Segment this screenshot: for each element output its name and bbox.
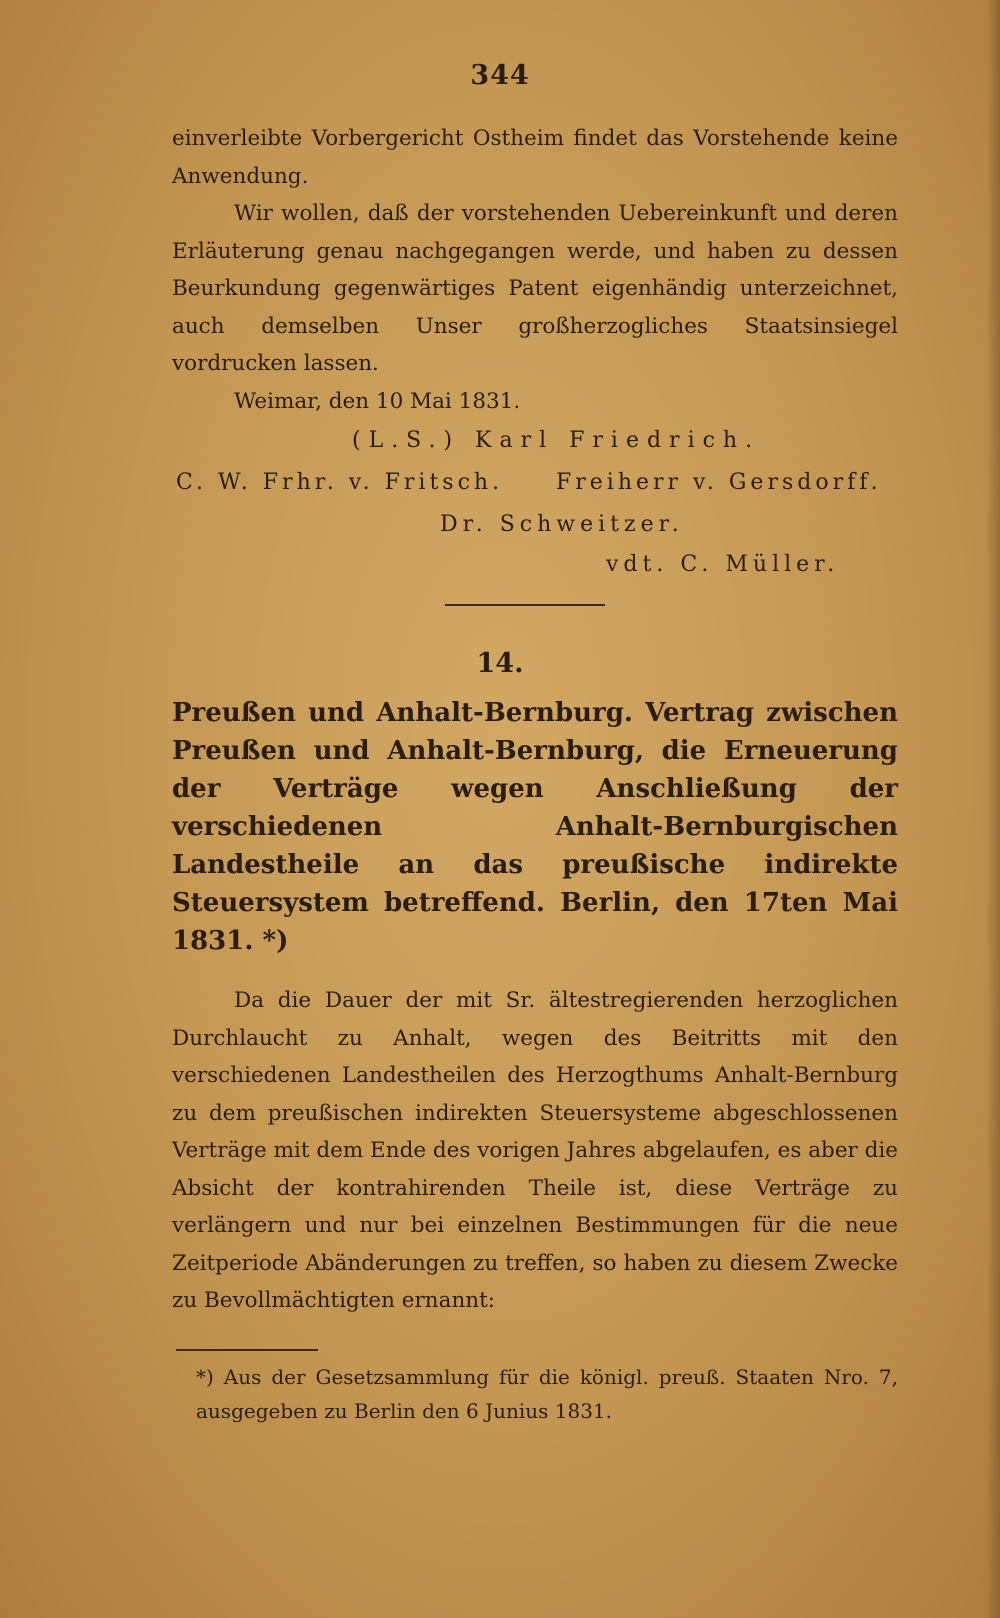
signature-karl-friedrich: (L.S.) Karl Friedrich. [352, 428, 761, 453]
page-edge-shadow [986, 0, 1000, 1618]
footnote [196, 1360, 898, 1428]
signature-schweitzer: Dr. Schweitzer. [440, 512, 684, 537]
paragraph-preamble: Da die Dauer der mit Sr. ältestregierenden herzoglichen Durchlaucht zu Anhalt, wegen des Beitritts mit den verschiedenen Landestheilen des Herzogthums Anhalt-Bernburg zu dem preußischen indirekten Steuersysteme abgeschlossenen Verträge mit dem Ende des vorigen Jahres abgelaufen, es aber die Absicht der kontrahirenden Theile ist, diese Verträge zu verlängern und nur bei einzelnen Bestimmungen für die neue Zeitperiode Abänderungen zu treffen, so haben zu diesem Zwecke zu Bevollmächtigten ernannt: [172, 988, 899, 1313]
section-divider [445, 604, 605, 606]
signature-fritsch: C. W. Frhr. v. Fritsch. [176, 470, 504, 495]
paragraph-ostheim: einverleibte Vorbergericht Ostheim findet das Vorstehende keine Anwendung. [172, 126, 898, 189]
page-number: 344 [470, 60, 530, 91]
footnote-rule [176, 1349, 318, 1351]
treaty-body [172, 982, 898, 1320]
footnote-text: *) Aus der Gesetzsammlung für die königl. preuß. Staaten Nro. 7, ausgegeben zu Berlin den 6 Junius 1831. [196, 1365, 898, 1423]
date-line: Weimar, den 10 Mai 1831. [234, 388, 521, 414]
signature-mueller: vdt. C. Müller. [606, 552, 840, 577]
treaty-heading: Preußen und Anhalt-Bernburg. Vertrag zwischen Preußen und Anhalt-Bernburg, die Erneuerung der Verträge wegen Anschließung der verschiedenen Anhalt-Bernburgischen Landestheile an das preußische indirekte Steuersystem betreffend. Berlin, den 17ten Mai 1831. *) [172, 698, 898, 956]
paragraph-patent: Wir wollen, daß der vorstehenden Uebereinkunft und deren Erläuterung genau nachgegangen werde, und haben zu dessen Beurkundung gegenwärtiges Patent eigenhändig unterzeichnet, auch demselben Unser großherzogliches Staatsinsiegel vordrucken lassen. [172, 201, 898, 376]
continuation-text [172, 120, 898, 420]
section-number: 14. [476, 648, 524, 679]
signature-gersdorff: Freiherr v. Gersdorff. [556, 470, 882, 495]
